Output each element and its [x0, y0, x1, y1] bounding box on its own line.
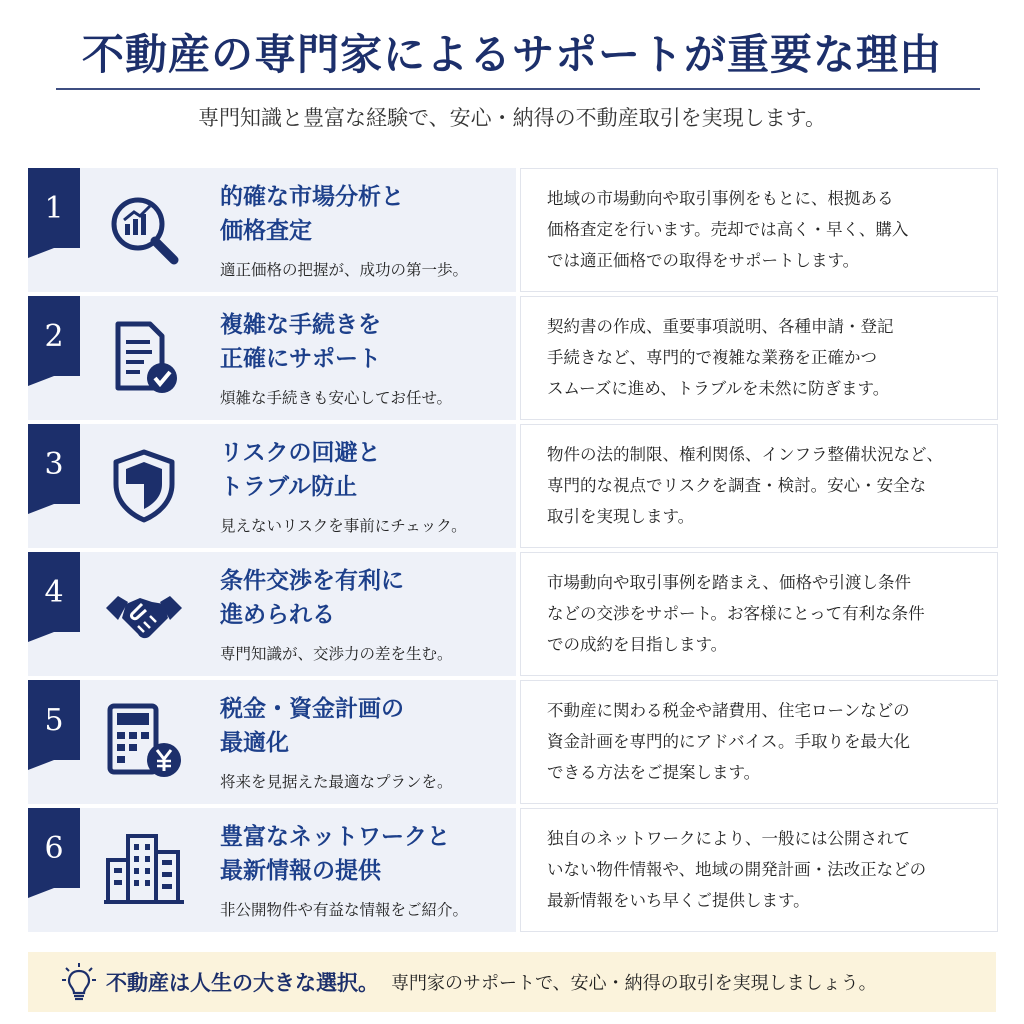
reason-number: 2 [28, 296, 80, 376]
reason-summary-card [28, 424, 516, 548]
reason-tagline: 非公開物件や有益な情報をご紹介。 [220, 901, 469, 919]
reasons-list [28, 168, 998, 936]
reason-row [28, 424, 998, 548]
title-divider [56, 88, 980, 90]
calculator-yen-icon [104, 702, 184, 782]
document-check-icon [104, 318, 184, 398]
reason-number: 3 [28, 424, 80, 504]
reason-heading: 税金・資金計画の 最適化 [220, 696, 404, 756]
reason-description: 独自のネットワークにより、一般には公開されて いない物件情報や、地域の開発計画・法改正などの 最新情報をいち早くご提供します。 [547, 829, 927, 910]
reason-number: 1 [28, 168, 80, 248]
reason-row [28, 296, 998, 420]
reason-heading: 条件交渉を有利に 進められる [220, 568, 404, 628]
reason-row [28, 168, 998, 292]
footer-banner [28, 952, 996, 1012]
reason-tagline: 見えないリスクを事前にチェック。 [220, 517, 467, 535]
reason-heading: 的確な市場分析と 価格査定 [220, 184, 404, 244]
reason-heading: 豊富なネットワークと 最新情報の提供 [220, 824, 450, 884]
reason-tagline: 煩雑な手続きも安心してお任せ。 [220, 389, 453, 407]
market-analysis-magnifier-icon [104, 190, 184, 270]
reason-tagline: 専門知識が、交渉力の差を生む。 [220, 645, 453, 663]
footer-emphasis: 不動産は人生の大きな選択。 [106, 971, 379, 995]
footer-message: 専門家のサポートで、安心・納得の取引を実現しましょう。 [391, 973, 877, 994]
reason-description-card [520, 680, 998, 804]
reason-row [28, 680, 998, 804]
reason-description-card [520, 168, 998, 292]
reason-description-card [520, 424, 998, 548]
lightbulb-icon [62, 962, 96, 1002]
shield-icon [104, 446, 184, 526]
reason-number: 5 [28, 680, 80, 760]
reason-number: 6 [28, 808, 80, 888]
page-subtitle: 専門知識と豊富な経験で、安心・納得の不動産取引を実現します。 [198, 106, 826, 130]
reason-description: 物件の法的制限、権利関係、インフラ整備状況など、 専門的な視点でリスクを調査・検討。安心・安全な 取引を実現します。 [547, 445, 943, 526]
reason-tagline: 将来を見据えた最適なプランを。 [220, 773, 453, 791]
reason-description: 市場動向や取引事例を踏まえ、価格や引渡し条件 などの交渉をサポート。お客様にとって有利な条件 での成約を目指します。 [547, 573, 925, 654]
reason-number: 4 [28, 552, 80, 632]
reason-summary-card [28, 680, 516, 804]
reason-description-card [520, 808, 998, 932]
reason-heading: 複雑な手続きを 正確にサポート [220, 312, 381, 372]
reason-description: 契約書の作成、重要事項説明、各種申請・登記 手続きなど、専門的で複雑な業務を正確かつ スムーズに進め、トラブルを未然に防ぎます。 [547, 317, 894, 398]
handshake-icon [104, 574, 184, 654]
reason-summary-card [28, 296, 516, 420]
reason-description: 不動産に関わる税金や諸費用、住宅ローンなどの 資金計画を専門的にアドバイス。手取りを最大化 できる方法をご提案します。 [547, 701, 910, 782]
buildings-icon [104, 830, 184, 910]
reason-summary-card [28, 808, 516, 932]
reason-heading: リスクの回避と トラブル防止 [220, 440, 381, 500]
page-title: 不動産の専門家によるサポートが重要な理由 [81, 30, 942, 79]
reason-row [28, 552, 998, 676]
reason-description-card [520, 296, 998, 420]
reason-description-card [520, 552, 998, 676]
reason-description: 地域の市場動向や取引事例をもとに、根拠ある 価格査定を行います。売却では高く・早く、購入 では適正価格での取得をサポートします。 [547, 189, 909, 270]
reason-summary-card [28, 168, 516, 292]
reason-tagline: 適正価格の把握が、成功の第一歩。 [220, 261, 469, 279]
reason-row [28, 808, 998, 932]
reason-summary-card [28, 552, 516, 676]
